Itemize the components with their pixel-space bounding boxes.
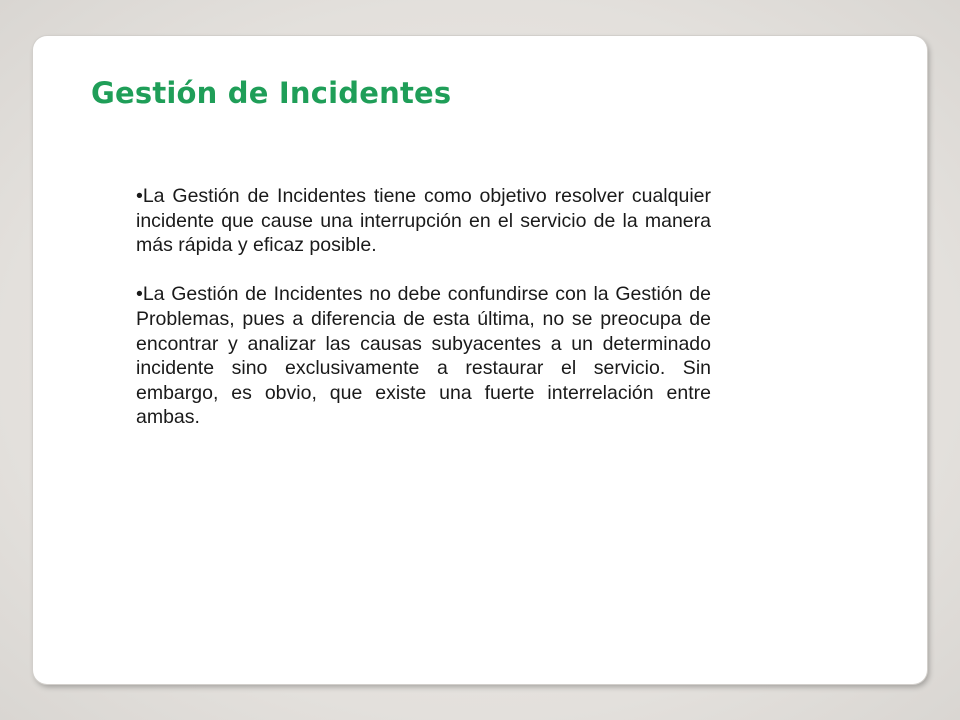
bullet-paragraph-2: •La Gestión de Incidentes no debe confundirse con la Gestión de Problemas, pues a diferencia de esta última, no se preocupa de encontrar y analizar las causas subyacentes a un determinado incidente sino exclusivamente a restaurar el servicio. Sin embargo, es obvio, que existe una fuerte interrelación entre ambas.: [136, 283, 711, 429]
slide-title: Gestión de Incidentes: [91, 76, 452, 110]
slide-card: [33, 36, 927, 684]
slide-body: [136, 184, 711, 430]
bullet-paragraph-1: •La Gestión de Incidentes tiene como objetivo resolver cualquier incidente que cause una interrupción en el servicio de la manera más rápida y eficaz posible.: [136, 185, 711, 257]
